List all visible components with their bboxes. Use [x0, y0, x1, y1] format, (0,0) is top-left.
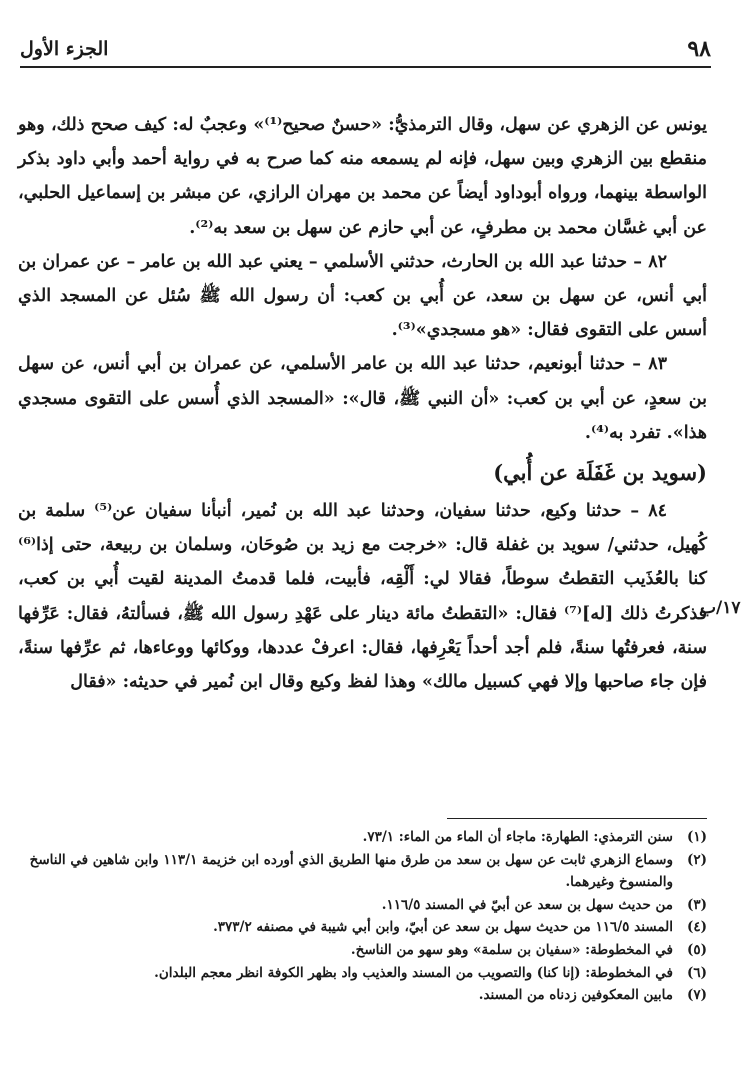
footnote-text: وسماع الزهري ثابت عن سهل بن سعد من طرق منها الطريق الذي أورده ابن خزيمة ١١٣/١ وابن شاهين في الناسخ والمنسوخ وغيرهما.: [29, 851, 673, 891]
footnote-text: في المخطوطة: (إنا كنا) والتصويب من المسند والعذيب واد بظهر الكوفة انظر معجم البلدان.: [154, 964, 673, 981]
footnote-text: سنن الترمذي: الطهارة: ماجاء أن الماء من الماء: ٧٣/١.: [362, 829, 673, 845]
page-number: ٩٨: [687, 36, 711, 62]
footnote-number: (٣): [686, 896, 707, 913]
footnote-text: في المخطوطة: «سفيان بن سلمة» وهو سهو من الناسخ.: [350, 941, 673, 958]
section-heading: (سويد بن غَفَلَة عن أُبي): [493, 460, 707, 486]
footnote-number: (٥): [686, 941, 707, 958]
footnote-text: المسند ١١٦/٥ من حديث سهل بن سعد عن أبيّ، وابن أبي شيبة في مصنفه ٣٧٣/٢.: [213, 919, 673, 936]
header-divider: [20, 66, 711, 68]
footnote: [18, 826, 707, 849]
footnote: [18, 962, 707, 985]
footnote-number: (٧): [686, 987, 707, 1004]
main-text: [18, 108, 707, 699]
footnote: [18, 939, 707, 962]
footnote-number: (١): [686, 829, 707, 845]
footnote-number: (٦): [686, 964, 707, 981]
hadith-84: ٨٤ – حدثنا وكيع، حدثنا سفيان، وحدثنا عبد الله بن نُمير، أنبأنا سفيان عن⁽⁵⁾ سلمة بن كُهيل، حدثني/ سويد بن غفلة قال: «خرجت مع زيد بن صُوحَان، وسلمان بن ربيعة، حتى إذا⁽⁶⁾ كنا بالعُذَيب التقطتُ سوطاً، فقالا لي: أَلْقِه، فأبيت، فلما قدمتُ المدينة لقيت أُبي بن كعب، فذكرتُ ذلك [له]⁽⁷⁾ فقال: «التقطتُ مائة دينار على عَهْدِ رسول الله ﷺ، فسألتهُ، فقال: عَرِّفها سنة، فعرفتُها سنةً، فلم أجد أحداً يَعْرِفها، فقال: اعرفْ عددها، ووكائها ووعاءها، ثم عرِّفها سنةً، فإن جاء صاحبها وإلا فهي كسبيل مالك» وهذا لفظ وكيع وقال ابن نُمير في حديثه: «فقال: [18, 501, 707, 693]
running-title: الجزء الأول: [20, 38, 109, 60]
footnote-text: من حديث سهل بن سعد عن أبيّ في المسند ١١٦/٥.: [381, 896, 673, 913]
footnote: [18, 849, 707, 894]
hadith-83: ٨٣ – حدثنا أبونعيم، حدثنا عبد الله بن عامر الأسلمي، عن عمران بن أبي أنس، عن سهل بن سعدٍ، عن أبي بن كعب: «أن النبي ﷺ، قال»: «المسجد الذي أُسس على التقوى مسجدي هذا». تفرد به⁽⁴⁾.: [18, 354, 707, 443]
footnotes: [18, 826, 707, 1007]
hadith-82: ٨٢ – حدثنا عبد الله بن الحارث، حدثني الأسلمي – يعني عبد الله بن عامر – عن عمران بن أبي أنس، عن سهل بن سعد، عن أُبي بن كعب: أن رسول الله ﷺ سُئل عن المسجد الذي أسس على التقوى فقال: «هو مسجدي»⁽³⁾.: [18, 251, 707, 341]
manuscript-folio-note: ١٧/ب: [700, 598, 741, 618]
footnote-text: مابين المعكوفين زدناه من المسند.: [478, 987, 673, 1004]
footnote-number: (٤): [686, 919, 707, 936]
footnote-divider: [447, 818, 707, 819]
footnote: [18, 984, 707, 1007]
footnote-number: (٢): [686, 851, 707, 868]
footnote: [18, 916, 707, 939]
footnote: [18, 894, 707, 917]
page-header: [20, 34, 711, 64]
paragraph: يونس عن الزهري عن سهل، وقال الترمذيُّ: «حسنٌ صحيح⁽¹⁾» وعجبٌ له: كيف صحح ذلك، وهو منقطع بين الزهري وبين سهل، فإنه لم يسمعه منه كما صرح به في رواية أحمد وأبي داود بذكر الواسطة بينهما، ورواه أبوداود أيضاً عن محمد بن مهران الرازي، عن مبشر بن إسماعيل الحلبي، عن أبي غسَّان محمد بن مطرفٍ، عن أبي حازم عن سهل بن سعد به⁽²⁾.: [18, 115, 707, 238]
